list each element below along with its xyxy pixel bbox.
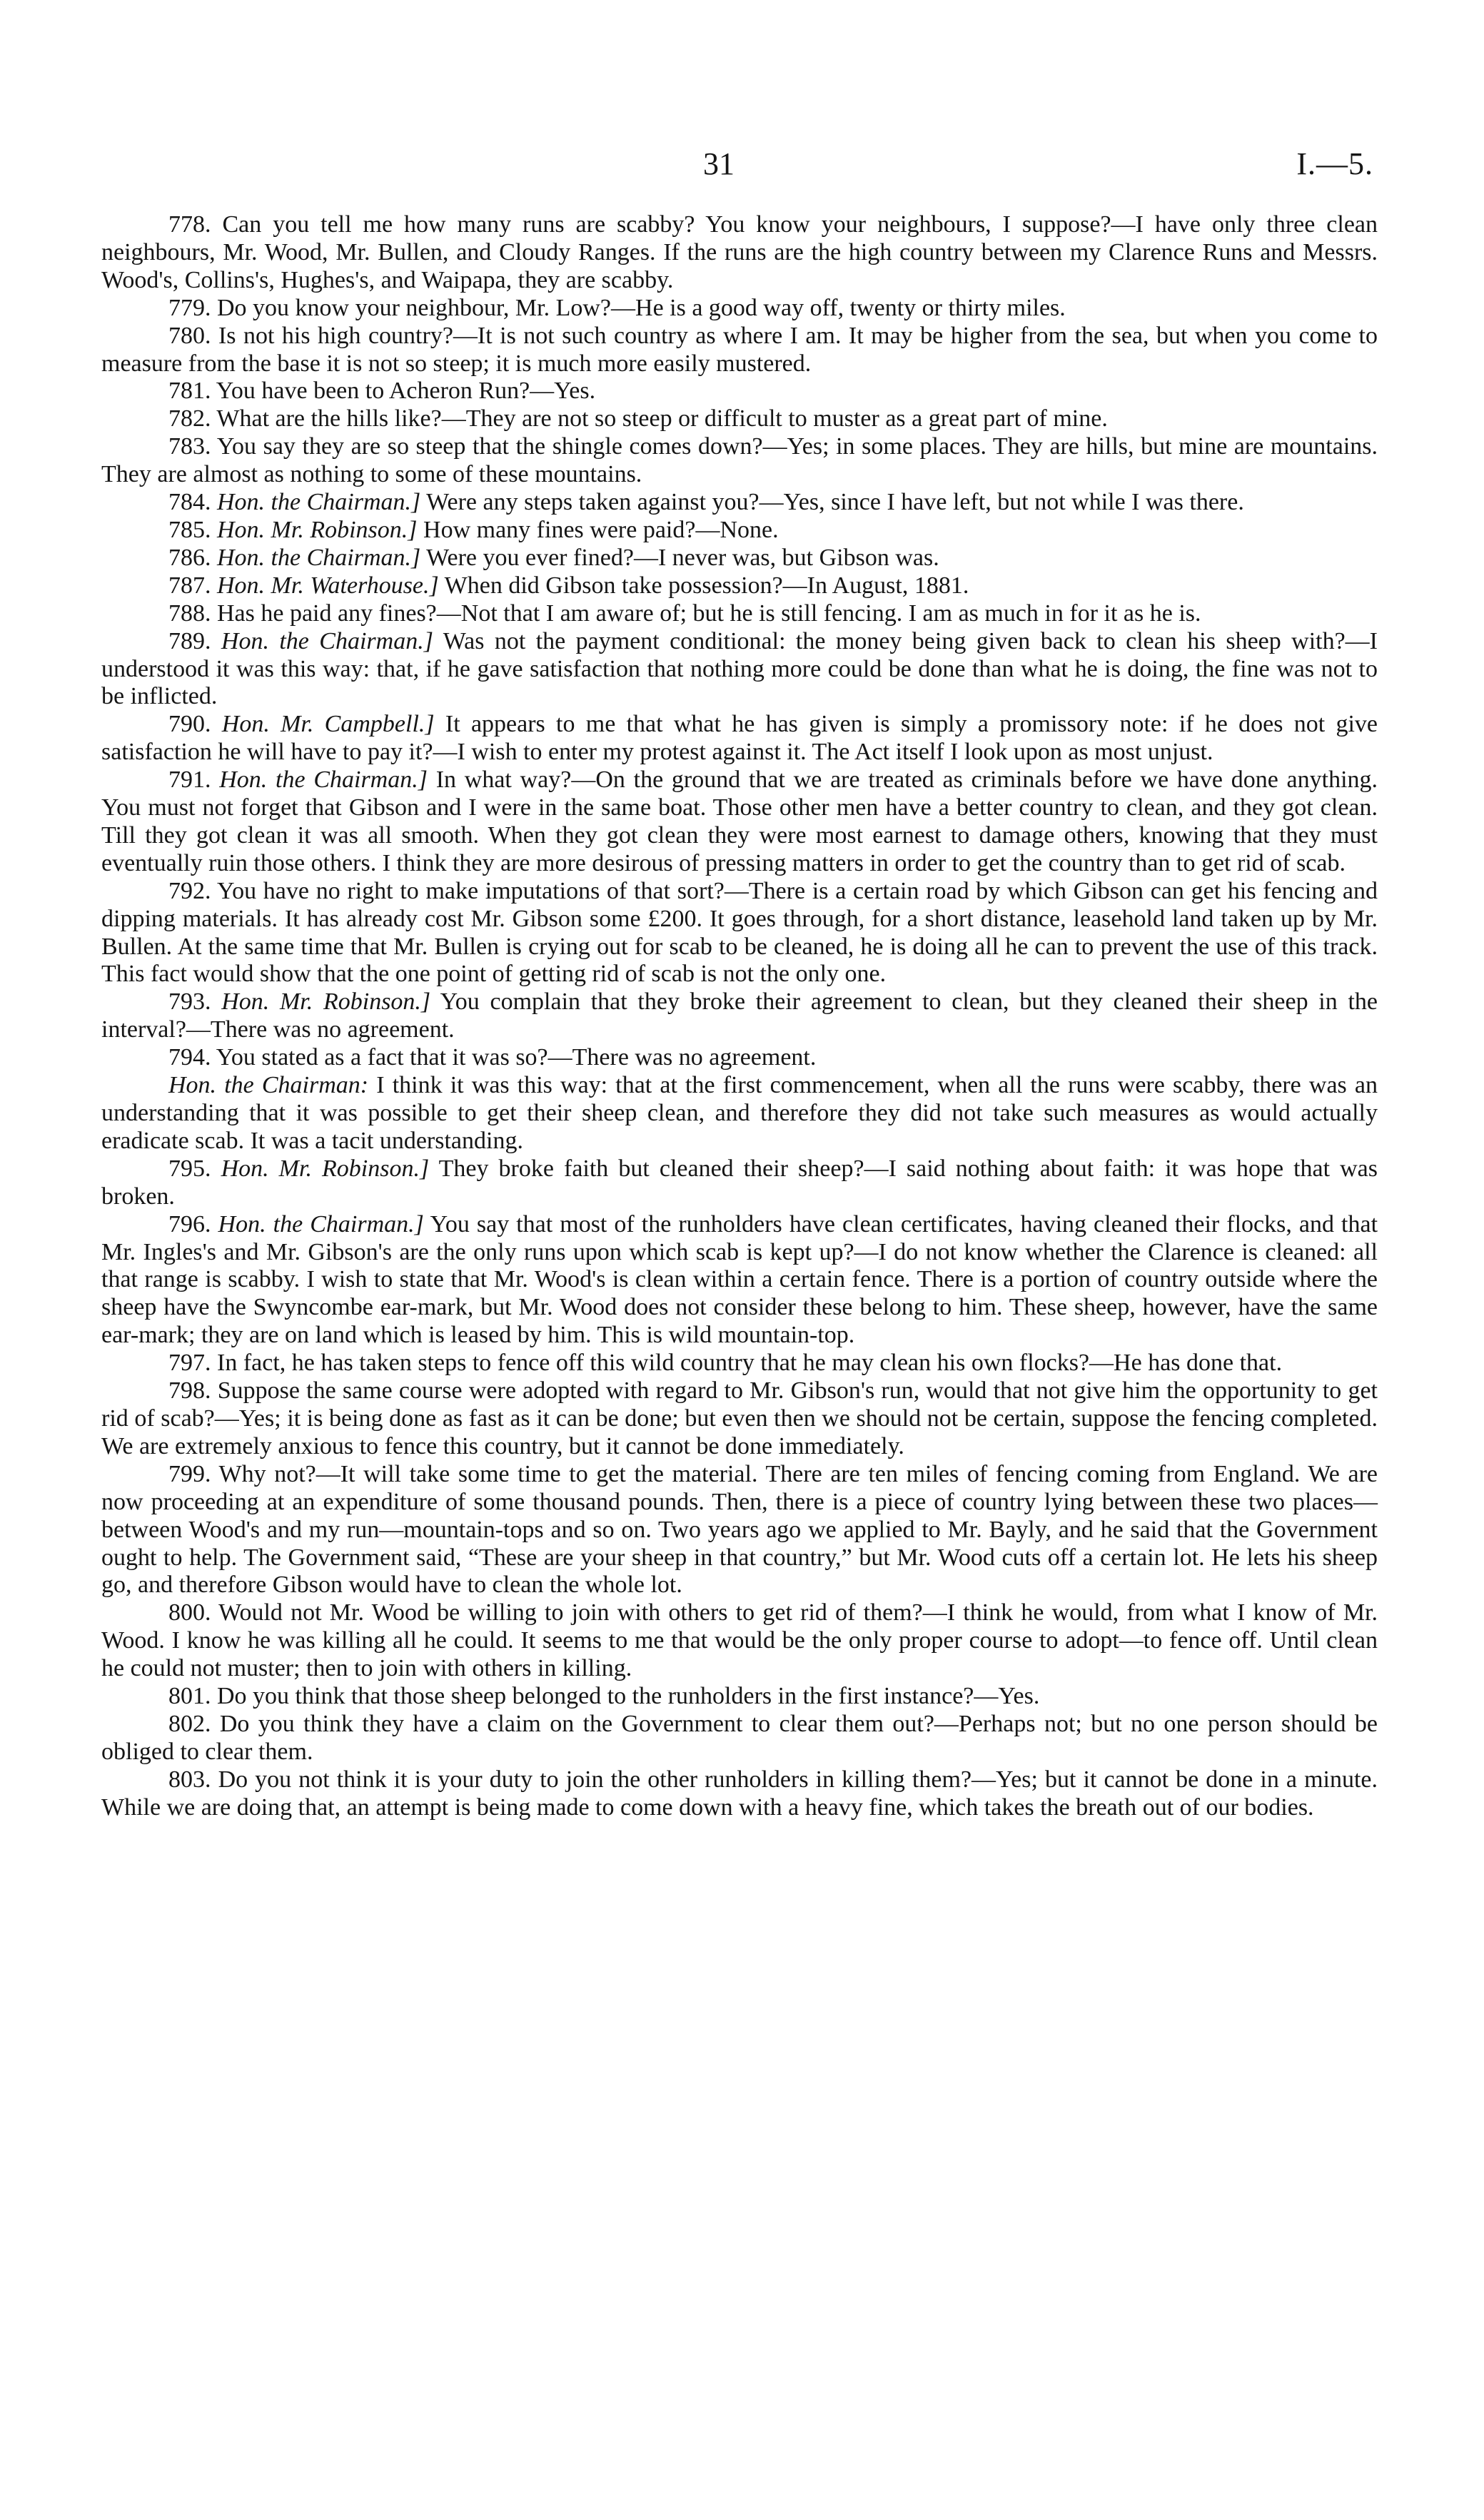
question-number: 782.: [168, 405, 211, 432]
paragraph-text: Is not his high country?—It is not such country as where I am. It may be higher from the sea, but when you come to measure from the base it is not so steep; it is much more easily mustered.: [101, 322, 1378, 377]
speaker-label: Hon. Mr. Waterhouse.]: [217, 572, 439, 599]
speaker-label: Hon. the Chairman:: [168, 1072, 369, 1099]
paragraph-text: In what way?—On the ground that we are treated as criminals before we have done anything. You must not forget that Gibson and I were in the same boat. Those other men have a better country to clean, and they got clean. Till they got clean it was all smooth. When they got clean they were most earnest to damage others, knowing that they must eventually ruin those others. I think they are more desirous of pressing matters in order to get the country than to get rid of scab.: [101, 766, 1378, 876]
paragraph-text: It appears to me that what he has given is simply a promissory note: if he does not give satisfaction he will have to pay it?—I wish to enter my protest against it. The Act itself I look upon as most unjust.: [101, 711, 1378, 766]
question-number: 802.: [168, 1710, 211, 1737]
paragraph-text: Would not Mr. Wood be willing to join with others to get rid of them?—I think he would, from what I know of Mr. Wood. I know he was killing all he could. It seems to me that would be the only proper course to adopt—to fence off. Until clean he could not muster; then to join with others in killing.: [101, 1599, 1378, 1682]
question-number: 781.: [168, 378, 211, 405]
paragraph-text: Why not?—It will take some time to get the material. There are ten miles of fencing coming from England. We are now proceeding at an expenditure of some thousand pounds. Then, there is a piece of country lying between these two places—between Wood's and my run—mountain-tops and so on. Two years ago we applied to Mr. Bayly, and he said that the Government ought to help. The Government said, “These are your sheep in that country,” but Mr. Wood cuts off a certain lot. He lets his sheep go, and therefore Gibson would have to clean the whole lot.: [101, 1460, 1378, 1599]
question-paragraph: [101, 878, 1378, 989]
question-paragraph: [101, 1377, 1378, 1461]
paragraph-text: Were any steps taken against you?—Yes, since I have left, but not while I was there.: [426, 489, 1244, 516]
question-number: 787.: [168, 572, 211, 599]
question-paragraph: [101, 766, 1378, 878]
question-paragraph: [101, 211, 1378, 295]
question-number: 794.: [168, 1044, 211, 1071]
question-number: 789.: [168, 627, 211, 654]
paragraph-text: You say that most of the runholders have clean certificates, having cleaned their flocks, and that Mr. Ingles's and Mr. Gibson's are the only runs upon which scab is kept up?—I do not know whether the Clarence is cleaned: all that range is scabby. I wish to state that Mr. Wood's is clean within a certain fence. There is a portion of country outside where the sheep have the Swyncombe ear-mark, but Mr. Wood does not consider these belong to him. These sheep, however, have the same ear-mark; they are on land which is leased by him. This is wild mountain-top.: [101, 1210, 1378, 1349]
speaker-label: Hon. the Chairman.]: [221, 627, 433, 654]
paragraph-text: Do you know your neighbour, Mr. Low?—He is a good way off, twenty or thirty miles.: [217, 294, 1066, 321]
paragraph-text: Suppose the same course were adopted with regard to Mr. Gibson's run, would that not give him the opportunity to get rid of scab?—Yes; it is being done as fast as it can be done; but even then we should not be certain, suppose the fencing completed. We are extremely anxious to fence this country, but it cannot be done immediately.: [101, 1377, 1378, 1459]
question-paragraph: [101, 1155, 1378, 1211]
paragraph-text: In fact, he has taken steps to fence off this wild country that he may clean his own flocks?—He has done that.: [217, 1350, 1283, 1377]
question-paragraph: [101, 600, 1378, 628]
speaker-label: Hon. Mr. Robinson.]: [221, 988, 431, 1016]
paragraph-text: What are the hills like?—They are not so steep or difficult to muster as a great part of mine.: [216, 405, 1108, 432]
question-paragraph: [101, 405, 1378, 433]
question-number: 790.: [168, 711, 211, 738]
question-paragraph: [101, 323, 1378, 378]
paragraph-text: You say they are so steep that the shingle comes down?—Yes; in some places. They are hills, but mine are mountains. They are almost as nothing to some of these mountains.: [101, 433, 1378, 488]
paragraph-text: I think it was this way: that at the first commencement, when all the runs were scabby, there was an understanding that it was possible to get their sheep clean, and therefore they did not take such measures as would actually eradicate scab. It was a tacit understanding.: [101, 1072, 1378, 1154]
paragraph-text: You have been to Acheron Run?—Yes.: [216, 378, 596, 405]
question-paragraph: [101, 1350, 1378, 1377]
page-number: 31: [703, 146, 735, 181]
paragraph-text: How many fines were paid?—None.: [423, 516, 779, 543]
paragraph-text: Has he paid any fines?—Not that I am aware of; but he is still fencing. I am as much in for it as he is.: [217, 599, 1201, 627]
question-paragraph: [101, 517, 1378, 545]
question-paragraph: [101, 378, 1378, 405]
question-number: 797.: [168, 1350, 211, 1377]
question-paragraph: [101, 489, 1378, 517]
question-number: 801.: [168, 1683, 211, 1710]
question-paragraph: [101, 295, 1378, 323]
question-number: 796.: [168, 1210, 211, 1238]
speaker-label: Hon. Mr. Campbell.]: [221, 711, 435, 738]
paragraph-text: Were you ever fined?—I never was, but Gibson was.: [426, 544, 939, 571]
paragraph-text: They broke faith but cleaned their sheep?—I said nothing about faith: it was hope that was broken.: [101, 1155, 1378, 1210]
question-number: 785.: [168, 516, 211, 543]
question-paragraph: [101, 545, 1378, 572]
paragraph-text: Do you think that those sheep belonged to the runholders in the first instance?—Yes.: [217, 1683, 1040, 1710]
question-number: 778.: [168, 211, 211, 238]
speaker-label: Hon. the Chairman.]: [217, 544, 421, 571]
question-paragraph: [101, 1711, 1378, 1766]
question-number: 803.: [168, 1766, 211, 1793]
paragraph-text: Can you tell me how many runs are scabby? You know your neighbours, I suppose?—I have only three clean neighbours, Mr. Wood, Mr. Bullen, and Cloudy Ranges. If the runs are the high country between my Clarence Runs and Messrs. Wood's, Collins's, Hughes's, and Waipapa, they are scabby.: [101, 211, 1378, 293]
question-number: 795.: [168, 1155, 211, 1182]
paragraph-text: You complain that they broke their agreement to clean, but they cleaned their sheep in the interval?—There was no agreement.: [101, 988, 1378, 1043]
question-paragraph: [101, 711, 1378, 766]
question-number: 780.: [168, 322, 211, 349]
question-paragraph: [101, 1683, 1378, 1711]
paragraph-text: You have no right to make imputations of that sort?—There is a certain road by which Gibson can get his fencing and dipping materials. It has already cost Mr. Gibson some £200. It goes through, for a short distance, leasehold land taken up by Mr. Bullen. At the same time that Mr. Bullen is crying out for scab to be cleaned, he is doing all he can to prevent the use of this track. This fact would show that the one point of getting rid of scab is not the only one.: [101, 877, 1378, 988]
question-paragraph: [101, 988, 1378, 1044]
question-number: 788.: [168, 599, 211, 627]
question-paragraph: [101, 1461, 1378, 1600]
question-number: 798.: [168, 1377, 211, 1405]
question-number: 793.: [168, 988, 211, 1016]
question-paragraph: [101, 572, 1378, 600]
paragraph-text: When did Gibson take possession?—In August, 1881.: [444, 572, 969, 599]
question-number: 799.: [168, 1460, 211, 1487]
question-paragraph: [101, 1599, 1378, 1683]
paper-reference: I.—5.: [1296, 146, 1373, 181]
page-header: [0, 143, 1484, 186]
question-number: 800.: [168, 1599, 211, 1626]
question-paragraph: [101, 1766, 1378, 1822]
question-paragraph: [101, 1044, 1378, 1072]
question-number: 779.: [168, 294, 211, 321]
speaker-label: Hon. the Chairman.]: [219, 766, 428, 794]
paragraph-text: You stated as a fact that it was so?—There was no agreement.: [216, 1044, 817, 1071]
speaker-label: Hon. the Chairman.]: [217, 489, 421, 516]
paragraph-text: Do you think they have a claim on the Government to clear them out?—Perhaps not; but no one person should be obliged to clear them.: [101, 1710, 1378, 1765]
speaker-label: Hon. the Chairman.]: [218, 1210, 424, 1238]
question-number: 783.: [168, 433, 211, 460]
question-paragraph: [101, 433, 1378, 489]
speaker-label: Hon. Mr. Robinson.]: [221, 1155, 430, 1182]
question-number: 791.: [168, 766, 211, 794]
question-number: 792.: [168, 877, 211, 904]
paragraph-text: Do you not think it is your duty to join the other runholders in killing them?—Yes; but it cannot be done in a minute. While we are doing that, an attempt is being made to come down with a heavy fine, which takes the breath out of our bodies.: [101, 1766, 1378, 1821]
question-paragraph: [101, 628, 1378, 712]
question-paragraph: [101, 1211, 1378, 1350]
question-number: 786.: [168, 544, 211, 571]
question-paragraph: [101, 1072, 1378, 1155]
testimony-body: [101, 211, 1378, 1822]
question-number: 784.: [168, 489, 211, 516]
paragraph-text: Was not the payment conditional: the money being given back to clean his sheep with?—I understood it was this way: that, if he gave satisfaction that nothing more could be done than what he is doing, the fine was not to be inflicted.: [101, 627, 1378, 710]
speaker-label: Hon. Mr. Robinson.]: [217, 516, 418, 543]
